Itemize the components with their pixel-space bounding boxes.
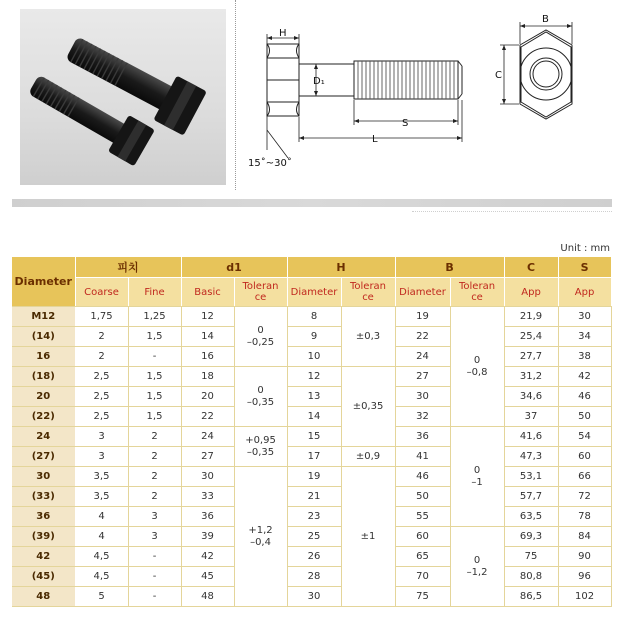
section-divider [12,199,612,207]
s-app-cell: 46 [558,387,611,407]
header-d1: d1 [181,257,287,278]
d1-basic-cell: 20 [181,387,234,407]
subheader-7: Toleran ce [450,278,504,307]
label-b: B [542,14,549,25]
b-diameter-cell: 60 [395,527,450,547]
table-row [12,407,611,427]
table-row [12,447,611,467]
b-diameter-cell: 30 [395,387,450,407]
table-row [12,367,611,387]
c-app-cell: 80,8 [504,567,558,587]
s-app-cell: 54 [558,427,611,447]
fine-pitch-cell: 1,5 [128,407,181,427]
coarse-pitch-cell: 1,75 [75,307,128,327]
diameter-cell: 24 [12,427,75,447]
subheader-4: Diameter [287,278,341,307]
fine-pitch-cell: 1,5 [128,387,181,407]
s-app-cell: 84 [558,527,611,547]
c-app-cell: 47,3 [504,447,558,467]
fine-pitch-cell: 2 [128,427,181,447]
coarse-pitch-cell: 3 [75,427,128,447]
subheader-8: App [504,278,558,307]
d1-tolerance-cell: +0,95 –0,35 [234,427,287,467]
fine-pitch-cell: - [128,547,181,567]
d1-basic-cell: 14 [181,327,234,347]
diameter-cell: (22) [12,407,75,427]
label-c: C [495,70,502,81]
c-app-cell: 86,5 [504,587,558,607]
c-app-cell: 37 [504,407,558,427]
table-row [12,527,611,547]
fine-pitch-cell: 1,25 [128,307,181,327]
d1-basic-cell: 16 [181,347,234,367]
coarse-pitch-cell: 2 [75,347,128,367]
coarse-pitch-cell: 4 [75,527,128,547]
b-diameter-cell: 50 [395,487,450,507]
d1-basic-cell: 30 [181,467,234,487]
c-app-cell: 34,6 [504,387,558,407]
b-diameter-cell: 41 [395,447,450,467]
diameter-cell: (27) [12,447,75,467]
table-row [12,547,611,567]
diameter-cell: 48 [12,587,75,607]
coarse-pitch-cell: 3,5 [75,487,128,507]
c-app-cell: 75 [504,547,558,567]
unit-label: Unit : mm [560,243,610,254]
diameter-cell: 42 [12,547,75,567]
h-diameter-cell: 13 [287,387,341,407]
h-tolerance-cell: ±1 [341,467,395,607]
label-h: H [279,28,287,39]
b-diameter-cell: 22 [395,327,450,347]
c-app-cell: 31,2 [504,367,558,387]
table-row [12,567,611,587]
dotted-rule [412,211,612,212]
d1-tolerance-cell: +1,2 –0,4 [234,467,287,607]
c-app-cell: 27,7 [504,347,558,367]
fine-pitch-cell: - [128,567,181,587]
b-diameter-cell: 55 [395,507,450,527]
b-diameter-cell: 46 [395,467,450,487]
h-diameter-cell: 25 [287,527,341,547]
h-diameter-cell: 17 [287,447,341,467]
s-app-cell: 34 [558,327,611,347]
d1-tolerance-cell: 0 –0,25 [234,307,287,367]
diameter-cell: 30 [12,467,75,487]
technical-drawing [236,0,624,195]
s-app-cell: 72 [558,487,611,507]
bolt-spec-table [12,257,612,607]
c-app-cell: 53,1 [504,467,558,487]
coarse-pitch-cell: 4,5 [75,547,128,567]
table-row [12,587,611,607]
figure-area [0,0,624,195]
c-app-cell: 21,9 [504,307,558,327]
h-diameter-cell: 14 [287,407,341,427]
header-pitch: 피치 [75,257,181,278]
b-diameter-cell: 19 [395,307,450,327]
b-diameter-cell: 65 [395,547,450,567]
s-app-cell: 50 [558,407,611,427]
fine-pitch-cell: 2 [128,447,181,467]
coarse-pitch-cell: 3,5 [75,467,128,487]
h-diameter-cell: 28 [287,567,341,587]
h-tolerance-cell: ±0,35 [341,367,395,447]
subheader-2: Basic [181,278,234,307]
coarse-pitch-cell: 4 [75,507,128,527]
subheader-1: Fine [128,278,181,307]
coarse-pitch-cell: 2 [75,327,128,347]
s-app-cell: 78 [558,507,611,527]
subheader-9: App [558,278,611,307]
b-tolerance-cell: 0 –1 [450,427,504,527]
s-app-cell: 102 [558,587,611,607]
b-diameter-cell: 70 [395,567,450,587]
d1-basic-cell: 33 [181,487,234,507]
diameter-cell: M12 [12,307,75,327]
label-l: L [372,134,378,145]
d1-basic-cell: 24 [181,427,234,447]
diameter-cell: 20 [12,387,75,407]
table-row [12,427,611,447]
subheader-3: Toleran ce [234,278,287,307]
table-row [12,347,611,367]
h-diameter-cell: 15 [287,427,341,447]
h-diameter-cell: 30 [287,587,341,607]
b-diameter-cell: 75 [395,587,450,607]
fine-pitch-cell: 3 [128,507,181,527]
diameter-cell: (14) [12,327,75,347]
s-app-cell: 66 [558,467,611,487]
label-s: S [402,118,409,129]
s-app-cell: 38 [558,347,611,367]
label-d1: D₁ [313,76,325,87]
b-tolerance-cell: 0 –1,2 [450,527,504,607]
b-diameter-cell: 24 [395,347,450,367]
subheader-5: Toleran ce [341,278,395,307]
h-tolerance-cell: ±0,9 [341,447,395,467]
c-app-cell: 25,4 [504,327,558,347]
fine-pitch-cell: 2 [128,467,181,487]
d1-basic-cell: 42 [181,547,234,567]
h-diameter-cell: 23 [287,507,341,527]
coarse-pitch-cell: 3 [75,447,128,467]
table-row [12,327,611,347]
subheader-0: Coarse [75,278,128,307]
diameter-cell: 36 [12,507,75,527]
diameter-cell: (33) [12,487,75,507]
diameter-cell: (18) [12,367,75,387]
bolt-photo [20,9,226,185]
d1-basic-cell: 27 [181,447,234,467]
d1-basic-cell: 39 [181,527,234,547]
b-tolerance-cell: 0 –0,8 [450,307,504,427]
fine-pitch-cell: - [128,587,181,607]
h-diameter-cell: 19 [287,467,341,487]
coarse-pitch-cell: 2,5 [75,407,128,427]
s-app-cell: 30 [558,307,611,327]
h-diameter-cell: 12 [287,367,341,387]
fine-pitch-cell: 1,5 [128,367,181,387]
h-diameter-cell: 10 [287,347,341,367]
c-app-cell: 69,3 [504,527,558,547]
d1-tolerance-cell: 0 –0,35 [234,367,287,427]
s-app-cell: 42 [558,367,611,387]
h-diameter-cell: 26 [287,547,341,567]
fine-pitch-cell: 1,5 [128,327,181,347]
header-h: H [287,257,395,278]
header-s: S [558,257,611,278]
d1-basic-cell: 36 [181,507,234,527]
table-row [12,487,611,507]
c-app-cell: 63,5 [504,507,558,527]
header-diameter: Diameter [12,257,75,307]
diameter-cell: (39) [12,527,75,547]
table-row [12,467,611,487]
fine-pitch-cell: 2 [128,487,181,507]
s-app-cell: 96 [558,567,611,587]
h-tolerance-cell: ±0,3 [341,307,395,367]
fine-pitch-cell: - [128,347,181,367]
d1-basic-cell: 45 [181,567,234,587]
d1-basic-cell: 48 [181,587,234,607]
header-b: B [395,257,504,278]
diameter-cell: (45) [12,567,75,587]
b-diameter-cell: 27 [395,367,450,387]
s-app-cell: 60 [558,447,611,467]
c-app-cell: 41,6 [504,427,558,447]
coarse-pitch-cell: 2,5 [75,387,128,407]
coarse-pitch-cell: 4,5 [75,567,128,587]
c-app-cell: 57,7 [504,487,558,507]
b-diameter-cell: 32 [395,407,450,427]
coarse-pitch-cell: 5 [75,587,128,607]
d1-basic-cell: 18 [181,367,234,387]
fine-pitch-cell: 3 [128,527,181,547]
h-diameter-cell: 21 [287,487,341,507]
table-row [12,307,611,327]
h-diameter-cell: 9 [287,327,341,347]
diameter-cell: 16 [12,347,75,367]
label-angle: 15˚~30˚ [248,158,292,169]
header-c: C [504,257,558,278]
d1-basic-cell: 12 [181,307,234,327]
subheader-6: Diameter [395,278,450,307]
d1-basic-cell: 22 [181,407,234,427]
coarse-pitch-cell: 2,5 [75,367,128,387]
table-row [12,387,611,407]
s-app-cell: 90 [558,547,611,567]
table-row [12,507,611,527]
h-diameter-cell: 8 [287,307,341,327]
b-diameter-cell: 36 [395,427,450,447]
